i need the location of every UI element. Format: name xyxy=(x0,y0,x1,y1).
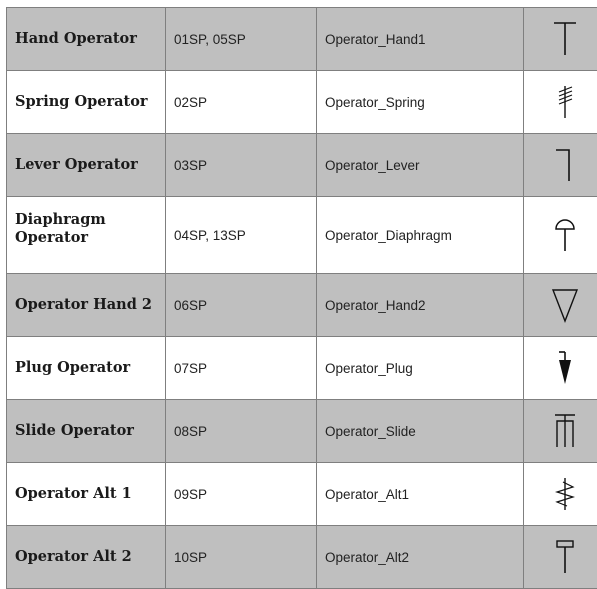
operator-style: Operator_Lever xyxy=(317,134,524,197)
operator-table xyxy=(6,7,597,589)
operator-name: Plug Operator xyxy=(7,337,166,400)
operator-name: Spring Operator xyxy=(7,71,166,134)
operator-codes: 01SP, 05SP xyxy=(166,8,317,71)
table-row xyxy=(7,71,597,134)
operator-style: Operator_Hand2 xyxy=(317,274,524,337)
table-row xyxy=(7,400,597,463)
operator-codes: 07SP xyxy=(166,337,317,400)
table-row xyxy=(7,8,597,71)
diaphragm-operator-icon xyxy=(550,215,580,255)
spring-operator-icon xyxy=(550,82,580,122)
table-row xyxy=(7,274,597,337)
lever-operator-icon xyxy=(550,145,580,185)
operator-name: Slide Operator xyxy=(7,400,166,463)
operator-name: Lever Operator xyxy=(7,134,166,197)
operator-style: Operator_Slide xyxy=(317,400,524,463)
operator-style: Operator_Plug xyxy=(317,337,524,400)
alt1-operator-icon xyxy=(550,474,580,514)
operator-codes: 03SP xyxy=(166,134,317,197)
operator-name: Operator Alt 1 xyxy=(7,463,166,526)
hand2-operator-icon xyxy=(550,285,580,325)
operator-style: Operator_Alt2 xyxy=(317,526,524,589)
hand-operator-icon xyxy=(550,19,580,59)
operator-style: Operator_Diaphragm xyxy=(317,197,524,274)
operator-name: Hand Operator xyxy=(7,8,166,71)
operator-name: Operator Alt 2 xyxy=(7,526,166,589)
table-row xyxy=(7,197,597,274)
operator-codes: 02SP xyxy=(166,71,317,134)
operator-codes: 10SP xyxy=(166,526,317,589)
operator-codes: 04SP, 13SP xyxy=(166,197,317,274)
table-row xyxy=(7,134,597,197)
operator-style: Operator_Spring xyxy=(317,71,524,134)
table-row xyxy=(7,526,597,589)
operator-style: Operator_Alt1 xyxy=(317,463,524,526)
operator-codes: 08SP xyxy=(166,400,317,463)
plug-operator-icon xyxy=(550,348,580,388)
slide-operator-icon xyxy=(550,411,580,451)
operator-codes: 06SP xyxy=(166,274,317,337)
alt2-operator-icon xyxy=(550,537,580,577)
operator-style: Operator_Hand1 xyxy=(317,8,524,71)
table-row xyxy=(7,463,597,526)
operator-name: Diaphragm Operator xyxy=(7,197,166,274)
operator-codes: 09SP xyxy=(166,463,317,526)
operator-name: Operator Hand 2 xyxy=(7,274,166,337)
table-row xyxy=(7,337,597,400)
